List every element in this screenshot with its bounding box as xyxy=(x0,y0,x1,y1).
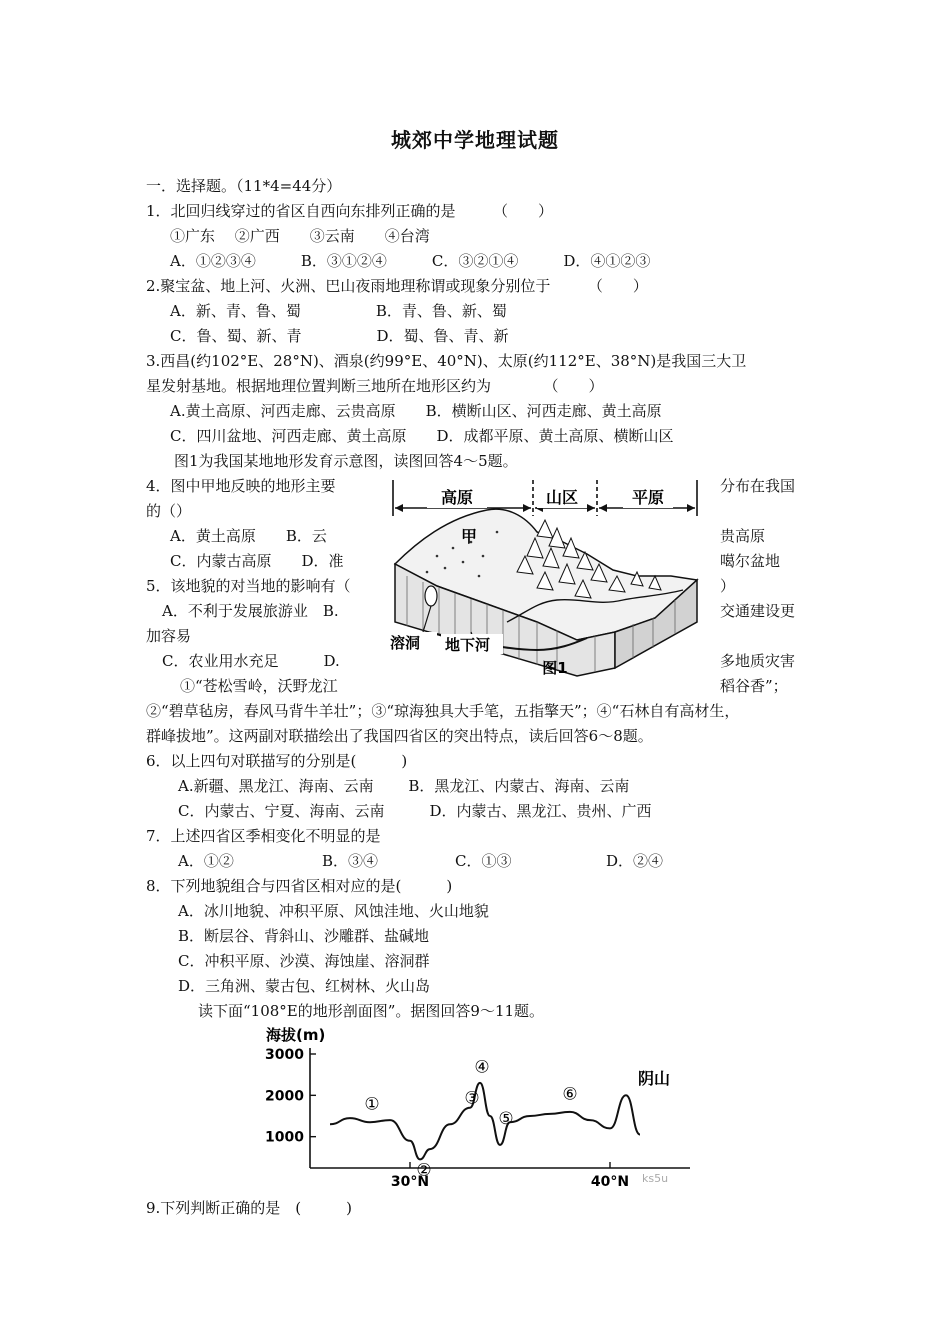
q5-stem-left: 5．该地貌的对当地的影响有（ xyxy=(146,577,351,595)
figure1-caption: 图1 xyxy=(542,659,568,677)
q7-option-b: B．③④ xyxy=(322,852,379,870)
q2-options-cd: C．鲁、蜀、新、青 D．蜀、鲁、青、新 xyxy=(170,327,509,345)
label-mountain: 山区 xyxy=(545,488,579,507)
q7-stem: 7．上述四省区季相变化不明显的是 xyxy=(146,827,381,845)
q5-option-cd-right: 多地质灾害 xyxy=(720,652,796,670)
section-heading: 一．选择题。（11*4=44分） xyxy=(146,177,342,195)
q9-stem: 9.下列判断正确的是 ( ) xyxy=(146,1199,353,1217)
x-tick-label: 40°N xyxy=(590,1174,630,1190)
q6-options-cd: C．内蒙古、宁夏、海南、云南 D．内蒙古、黑龙江、贵州、广西 xyxy=(178,802,652,820)
q8-option-d: D．三角洲、蒙古包、红树林、火山岛 xyxy=(178,977,431,995)
q5-option-ab-left: A．不利于发展旅游业 B. xyxy=(162,602,339,620)
profile-ylabel: 海拔(m) xyxy=(266,1026,326,1044)
couplet-line3: 群峰拔地”。这两副对联描绘出了我国四省区的突出特点，读后回答6～8题。 xyxy=(146,727,653,745)
q4-option-ab-right: 贵高原 xyxy=(720,527,766,545)
q5-option-ab-right: 交通建设更 xyxy=(720,602,796,620)
watermark: ks5u xyxy=(642,1172,669,1185)
q8-option-a: A．冰川地貌、冲积平原、风蚀洼地、火山地貌 xyxy=(178,902,489,920)
q6-stem: 6．以上四句对联描写的分别是( ) xyxy=(146,752,408,770)
profile-y-ticks xyxy=(265,1047,316,1146)
intro-q4-5: 图1为我国某地地形发育示意图，读图回答4～5题。 xyxy=(174,452,518,470)
landform-block-diagram xyxy=(387,472,713,690)
q5-stem-right: ） xyxy=(720,577,736,595)
q3-options-ab: A.黄土高原、河西走廊、云贵高原 B．横断山区、河西走廊、黄土高原 xyxy=(170,402,662,420)
y-tick-label: 3000 xyxy=(265,1047,304,1063)
q4-option-cd-left: C．内蒙古高原 D．准 xyxy=(170,552,344,570)
q1-options: A．①②③④ B．③①②④ C．③②①④ D．④①②③ xyxy=(170,252,651,270)
profile-marker-5: ⑤ xyxy=(498,1109,514,1130)
couplet-line1-left: ①“苍松雪岭，沃野龙江 xyxy=(180,677,338,695)
profile-marker-2: ② xyxy=(416,1160,432,1181)
q8-stem: 8．下列地貌组合与四省区相对应的是( ) xyxy=(146,877,453,895)
q6-options-ab: A.新疆、黑龙江、海南、云南 B．黑龙江、内蒙古、海南、云南 xyxy=(178,777,630,795)
exam-title: 城郊中学地理试题 xyxy=(391,128,559,152)
q1-stem: 1．北回归线穿过的省区自西向东排列正确的是 （ ） xyxy=(146,202,554,220)
profile-marker-6: ⑥ xyxy=(562,1084,578,1105)
label-plain: 平原 xyxy=(631,488,665,507)
label-cave: 溶洞 xyxy=(390,634,421,652)
profile-marker-4: ④ xyxy=(474,1057,490,1078)
q3-stem-line2: 星发射基地。根据地理位置判断三地所在地形区约为 （ ） xyxy=(146,377,604,395)
couplet-line1-right: 稻谷香”； xyxy=(720,677,788,695)
q2-stem: 2.聚宝盆、地上河、火洲、巴山夜雨地理称谓或现象分别位于 （ ） xyxy=(146,277,648,295)
label-plateau: 高原 xyxy=(440,488,474,507)
x-tick-label: 30°N xyxy=(390,1174,430,1190)
cave-opening xyxy=(425,586,437,606)
q2-options-ab: A．新、青、鲁、蜀 B．青、鲁、新、蜀 xyxy=(170,302,507,320)
q5-option-ab-cont: 加容易 xyxy=(146,627,192,645)
q3-stem-line1: 3.西昌(约102°E、28°N)、酒泉(约99°E、40°N)、太原(约112°E、38°N)是我国三大卫 xyxy=(146,352,747,370)
intro-q9-11: 读下面“108°E的地形剖面图”。据图回答9～11题。 xyxy=(198,1002,545,1020)
label-jia: 甲 xyxy=(460,527,478,546)
label-underground-river: 地下河 xyxy=(445,636,491,654)
profile-marker-3: ③ xyxy=(464,1088,480,1109)
q4-option-ab-left: A．黄土高原 B．云 xyxy=(170,527,327,545)
q4-stem-left: 4．图中甲地反映的地形主要 xyxy=(146,477,336,495)
q8-option-b: B．断层谷、背斜山、沙雕群、盐碱地 xyxy=(178,927,430,945)
q8-option-c: C．冲积平原、沙漠、海蚀崖、溶洞群 xyxy=(178,952,430,970)
terrain-profile-chart xyxy=(258,1022,698,1194)
y-tick-label: 1000 xyxy=(265,1129,304,1146)
label-yinshan: 阴山 xyxy=(638,1069,671,1088)
q4-stem-right: 分布在我国 xyxy=(720,477,796,495)
q1-items: ①广东 ②广西 ③云南 ④台湾 xyxy=(170,227,430,245)
couplet-line2: ②“碧草毡房，春风马背牛羊壮”；③“琼海独具大手笔，五指擎天”；④“石林自有高材生， xyxy=(146,702,740,720)
q3-options-cd: C．四川盆地、河西走廊、黄土高原 D．成都平原、黄土高原、横断山区 xyxy=(170,427,674,445)
q4-option-cd-right: 噶尔盆地 xyxy=(720,552,781,570)
q7-option-c: C．①③ xyxy=(455,852,512,870)
profile-marker-1: ① xyxy=(364,1094,380,1115)
q7-option-d: D．②④ xyxy=(606,852,664,870)
q7-option-a: A．①② xyxy=(178,852,234,870)
q4-stem-cont: 的（） xyxy=(146,502,192,520)
q5-option-cd-left: C．农业用水充足 D. xyxy=(162,652,340,670)
y-tick-label: 2000 xyxy=(265,1088,304,1105)
profile-markers xyxy=(364,1057,577,1180)
